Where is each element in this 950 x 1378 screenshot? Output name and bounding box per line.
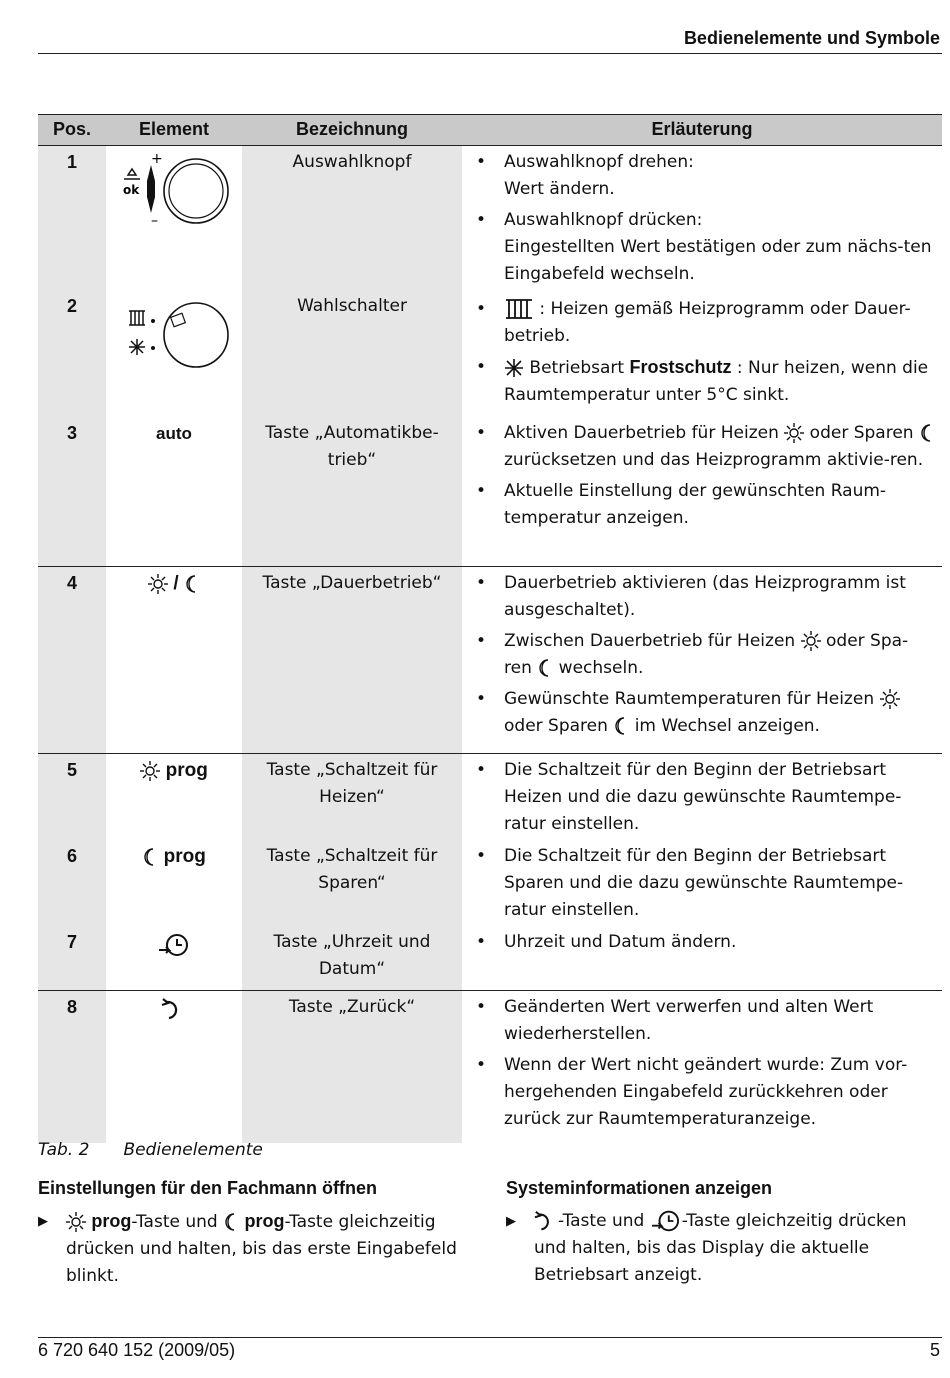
row-pos: 5 [38, 754, 106, 848]
bullet-text: wechseln. [558, 658, 644, 678]
right-section-title: Systeminformationen anzeigen [506, 1178, 773, 1198]
bullet-text: oder Sparen [504, 716, 614, 736]
row-pos: 6 [38, 840, 106, 934]
bullet-text: Die Schaltzeit für den Beginn der Betriebsart Sparen und die dazu gewünschte Raumtempe-ratur einstellen. [504, 846, 904, 920]
sun-icon [801, 631, 821, 651]
sun-icon [148, 574, 168, 594]
bullet [476, 296, 936, 350]
bullet [476, 354, 936, 409]
table-row [38, 926, 942, 991]
prog-label: prog [244, 1211, 285, 1231]
bullet [476, 929, 936, 956]
page-number: 5 [929, 1340, 940, 1360]
document-number: 6 720 640 152 (2009/05) [38, 1340, 236, 1360]
col-header-element: Element [138, 119, 210, 139]
element-separator: / [173, 573, 179, 594]
row-description [462, 290, 942, 419]
footer-divider [38, 1337, 942, 1338]
row-name: Auswahlknopf [242, 146, 462, 298]
right-section-body [506, 1208, 926, 1289]
row-description [462, 840, 942, 934]
table-row [38, 417, 942, 567]
controls-table [38, 114, 942, 1135]
bullet [476, 478, 936, 532]
table-row [38, 754, 942, 840]
row-name: Wahlschalter [242, 290, 462, 419]
bullet-text: im Wechsel anzeigen. [634, 716, 820, 736]
prog-label: prog [165, 760, 208, 781]
table-caption [38, 1140, 263, 1160]
table-header-row [38, 114, 942, 146]
moon-icon [537, 658, 553, 678]
header-divider [38, 53, 942, 54]
bullet-text: • Auswahlknopf drücken: [504, 210, 703, 230]
bullet-text: zurücksetzen und das Heizprogramm aktivie-ren. [504, 450, 924, 470]
row-element [106, 146, 242, 298]
row-element [106, 567, 242, 753]
left-section-title: Einstellungen für den Fachmann öffnen [38, 1178, 378, 1198]
bullet-text: Wenn der Wert nicht geändert wurde: Zum vor-hergehenden Eingabefeld zurückkehren oder zurück zur Raumtemperaturanzeige. [504, 1055, 908, 1129]
step-text: -Taste gleichzeitig drücken und halten, bis das Display die aktuelle Betriebsart anzeigt. [534, 1211, 907, 1285]
prog-label: prog [163, 846, 206, 867]
bullet [476, 994, 936, 1048]
radiator-icon [504, 298, 534, 320]
caption-label: Tab. 2 [38, 1140, 90, 1160]
bullet [476, 570, 936, 624]
caption-text: Bedienelemente [123, 1140, 263, 1160]
auto-button-label: auto [106, 417, 242, 566]
row-description [462, 417, 942, 566]
left-section-body [38, 1208, 478, 1290]
mode-switch-icon [115, 297, 233, 377]
row-pos: 3 [38, 417, 106, 566]
bullet [476, 686, 936, 740]
step-arrow-icon: ▶ [506, 1214, 516, 1229]
sun-icon [66, 1212, 86, 1232]
table-row [38, 840, 942, 926]
bullet-text: Eingestellten Wert bestätigen oder zum nächs-ten Eingabefeld wechseln. [504, 237, 932, 284]
row-description [462, 991, 942, 1143]
col-header-bezeichnung: Bezeichnung [295, 119, 408, 139]
bullet-text: Aktiven Dauerbetrieb für Heizen [504, 423, 785, 443]
bullet [476, 207, 936, 288]
table-row [38, 290, 942, 417]
row-name: Taste „Zurück“ [242, 991, 462, 1143]
row-name: Taste „Schaltzeit für Sparen“ [242, 840, 462, 934]
sun-icon [784, 423, 804, 443]
row-element [106, 840, 242, 934]
row-description [462, 754, 942, 848]
svg-text:+: + [151, 151, 163, 167]
row-pos: 8 [38, 991, 106, 1143]
col-header-pos: Pos. [52, 119, 91, 139]
step-text: -Taste gleichzeitig drücken und halten, bis das erste Eingabefeld blinkt. [66, 1212, 457, 1286]
selection-knob-icon [115, 151, 233, 231]
svg-text:–: – [151, 213, 158, 229]
prog-label: prog [91, 1211, 132, 1231]
moon-icon [223, 1212, 239, 1232]
table-row [38, 146, 942, 290]
row-name: Taste „Schaltzeit für Heizen“ [242, 754, 462, 848]
bullet [476, 843, 936, 924]
row-pos: 7 [38, 926, 106, 990]
sun-icon [140, 761, 160, 781]
row-pos: 2 [38, 290, 106, 419]
table-row [38, 567, 942, 754]
row-pos: 1 [38, 146, 106, 298]
moon-icon [184, 574, 200, 594]
bullet [476, 420, 936, 474]
step-arrow-icon: ▶ [38, 1214, 48, 1229]
bullet [476, 149, 936, 203]
bold-term: Frostschutz [629, 357, 732, 377]
bullet-text: Geänderten Wert verwerfen und alten Wert wiederherstellen. [504, 997, 874, 1044]
row-description [462, 926, 942, 990]
row-pos: 4 [38, 567, 106, 753]
bullet-text: Gewünschte Raumtemperaturen für Heizen [504, 689, 880, 709]
row-element [106, 754, 242, 848]
bullet [476, 757, 936, 838]
moon-icon [142, 847, 158, 867]
back-arrow-icon [161, 996, 187, 1022]
bullet-text: • Auswahlknopf drehen: [504, 152, 694, 172]
bullet-text: Zwischen Dauerbetrieb für Heizen [504, 631, 801, 651]
bullet-text: Uhrzeit und Datum ändern. [504, 932, 737, 952]
row-element [106, 926, 242, 990]
step-text: -Taste und [131, 1212, 224, 1232]
col-header-erlaeuterung: Erläuterung [651, 119, 753, 139]
clock-arrow-icon [157, 931, 191, 959]
row-element [106, 991, 242, 1143]
bullet-text: oder Sparen [809, 423, 919, 443]
bullet [476, 1052, 936, 1133]
bullet-text: oder Spa-ren [504, 631, 909, 678]
snowflake-icon [504, 358, 524, 378]
row-name: Taste „Dauerbetrieb“ [242, 567, 462, 753]
row-description [462, 567, 942, 753]
row-description [462, 146, 942, 298]
table-row [38, 991, 942, 1135]
row-name: Taste „Automatikbe-trieb“ [242, 417, 462, 566]
bullet-text: Wert ändern. [504, 179, 615, 199]
row-name: Taste „Uhrzeit und Datum“ [242, 926, 462, 990]
svg-text:ok: ok [123, 183, 140, 197]
page-header-title: Bedienelemente und Symbole [683, 28, 940, 48]
row-element [106, 290, 242, 419]
back-arrow-icon [534, 1209, 558, 1233]
bullet-text: Aktuelle Einstellung der gewünschten Raum-temperatur anzeigen. [504, 481, 887, 528]
moon-icon [919, 423, 935, 443]
bullet-text: : Nur heizen, wenn die Raumtemperatur unter 5°C sinkt. [504, 358, 929, 405]
bullet [476, 628, 936, 682]
bullet-text: Dauerbetrieb aktivieren (das Heizprogramm ist ausgeschaltet). [504, 573, 906, 620]
bullet-text: Betriebsart [529, 358, 630, 378]
sun-icon [880, 689, 900, 709]
bullet-text: Die Schaltzeit für den Beginn der Betriebsart Heizen und die dazu gewünschte Raumtempe-ratur einstellen. [504, 760, 902, 834]
step-text: -Taste und [558, 1211, 650, 1231]
bullet-text: : Heizen gemäß Heizprogramm oder Dauer-betrieb. [504, 299, 911, 346]
clock-arrow-icon [650, 1208, 682, 1234]
moon-icon [613, 716, 629, 736]
